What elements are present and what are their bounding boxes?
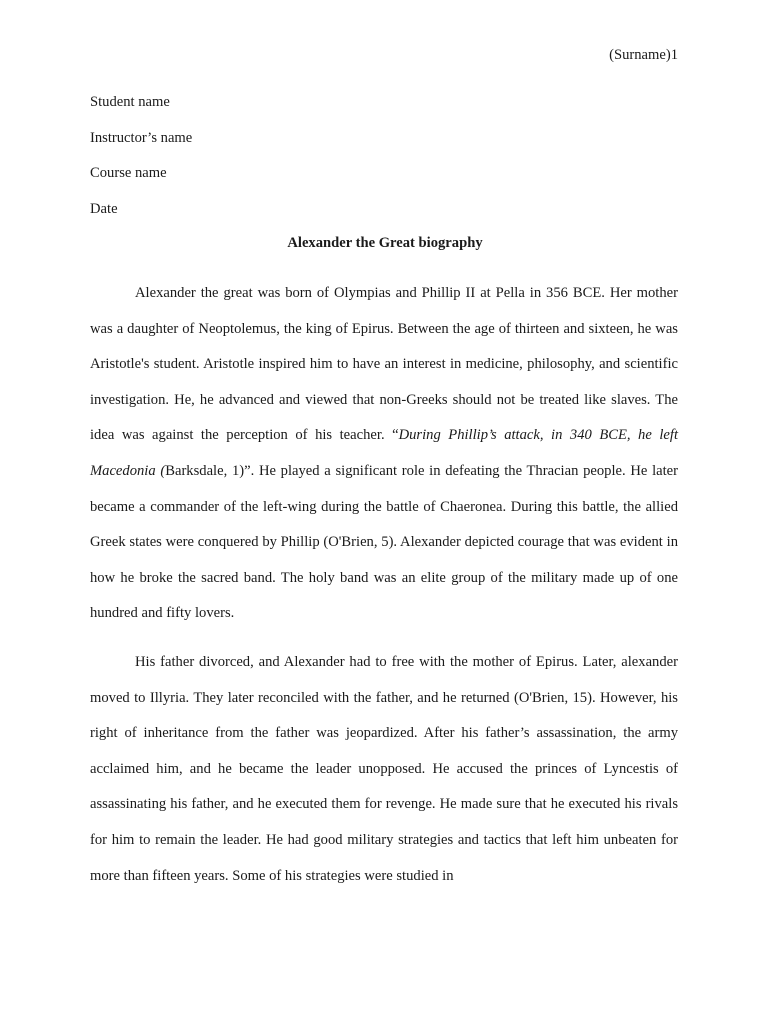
- course-name: Course name: [90, 165, 167, 182]
- running-head: (Surname)1: [609, 47, 678, 63]
- student-name: Student name: [90, 94, 170, 110]
- paragraph-1: [90, 276, 678, 632]
- paragraph-1-text: [90, 276, 678, 632]
- paragraph-1-quote: During Phillip’s attack, in 340 BCE, he left Macedonia (: [90, 427, 678, 479]
- instructor-name: Instructor’s name: [90, 129, 193, 146]
- date: Date: [90, 200, 118, 217]
- document-title: Alexander the Great biography: [287, 235, 483, 251]
- paragraph-1-part-1: Alexander the great was born of Olympias and Phillip II at Pella in 356 BCE. Her mother was a daughter of Neoptolemus, the king of Epirus. Between the age of thirteen and sixteen, he was Aristotle's student. Aristotle inspired him to have an interest in medicine, philosophy, and scientific investigation. He, he advanced and viewed that non-Greeks should not be treated like slaves. The idea was against the perception of his teacher. “: [90, 285, 678, 444]
- paragraph-2-text: His father divorced, and Alexander had to free with the mother of Epirus. Later, alexander moved to Illyria. They later reconciled with the father, and he returned (O'Brien, 15). However, his right of inheritance from the father was jeopardized. After his father’s assassination, the army acclaimed him, and he became the leader unopposed. He accused the princes of Lyncestis of assassinating his father, and he executed them for revenge. He made sure that he executed his rivals for him to remain the leader. He had good military strategies and tactics that left him unbeaten for more than fifteen years. Some of his strategies were studied in: [90, 654, 678, 884]
- paragraph-2: [90, 645, 678, 894]
- heading-block: [90, 93, 680, 235]
- paragraph-1-part-2: Barksdale, 1)”. He played a significant role in defeating the Thracian people. He later became a commander of the left-wing during the battle of Chaeronea. During this battle, the allied Greek states were conquered by Phillip (O'Brien, 5). Alexander depicted courage that was evident in how he broke the sacred band. The holy band was an elite group of the military made up of one hundred and fifty lovers.: [90, 462, 678, 622]
